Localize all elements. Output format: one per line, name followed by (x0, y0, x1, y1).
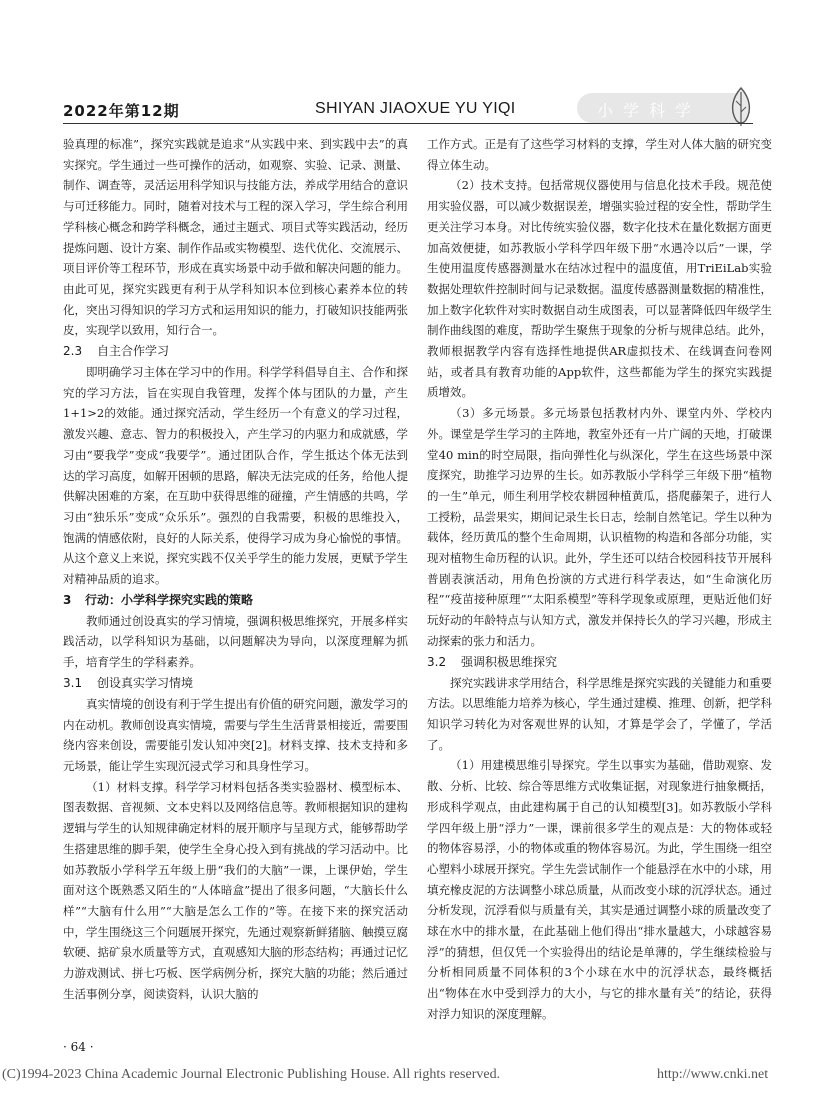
heading-3-2 (427, 652, 772, 673)
footer-url: http://www.cnki.net (657, 1067, 769, 1082)
page-number: · 64 · (63, 1040, 94, 1054)
heading-3 (63, 590, 408, 611)
heading-number: 3 (63, 592, 72, 607)
footer-copyright: (C)1994-2023 China Academic Journal Electronic Publishing House. All rights reserved. (2, 1067, 501, 1082)
paragraph: （3）多元场景。多元场景包括教材内外、课堂内外、学校内外。课堂是学生学习的主阵地，教室外还有一片广阔的天地，打破课堂40 min的时空局限，指向弹性化与纵深化，学生在这些场景中深度探究，助推学习边界的生长。如苏教版小学科学三年级下册“植物的一生”单元，师生利用学校农耕园种植黄瓜，搭爬藤架子，进行人工授粉，品尝果实，期间记录生长日志，绘制自然笔记。学生以种为载体，经历黄瓜的整个生命周期，认识植物的构造和各部分功能，实现对植物生命历程的认识。此外，学生还可以结合校园科技节开展科普剧表演活动，用角色扮演的方式进行科学表达，如“生命演化历程”“疫苗接种原理”“太阳系模型”等科学现象或原理，更贴近他们好玩好动的年龄特点与认知方式，激发并保持长久的学习兴趣，形成主动探索的张力和活力。 (427, 406, 772, 648)
paragraph: 真实情境的创设有利于学生提出有价值的研究问题，激发学习的内在动机。教师创设真实情境，需要与学生生活背景相接近，需要围绕内容来创设，需要能引发认知冲突[2]。材料支撑、技术支持和多元场景，能让学生实现沉浸式学习和具身性学习。 (63, 696, 408, 773)
paragraph: 验真理的标准”，探究实践就是追求“从实践中来、到实践中去”的真实探究。学生通过一些可操作的活动，如观察、实验、记录、测量、制作、调查等，灵活运用科学知识与技能方法，养成学用结合的意识与可迁移能力。同时，随着对技术与工程的深入学习，学生综合利用学科核心概念和跨学科概念，通过主题式、项目式等实践活动，经历提炼问题、设计方案、制作作品或实物模型、迭代优化、交流展示、项目评价等工程环节，形成在真实场景中动手做和解决问题的能力。由此可见，探究实践更有利于从学科知识本位到核心素养本位的转化，突出习得知识的学习方式和运用知识的能力，打破知识技能两张皮，实现学以致用，知行合一。 (63, 137, 408, 338)
heading-text: 行动：小学科学探究实践的策略 (85, 592, 254, 607)
left-column (63, 134, 408, 1004)
heading-text: 自主合作学习 (97, 344, 170, 359)
right-column (427, 134, 772, 1025)
header-rule (63, 123, 753, 124)
heading-text: 强调积极思维探究 (461, 654, 558, 669)
heading-2-3 (63, 341, 408, 362)
heading-number: 3.1 (63, 675, 83, 690)
paragraph: 探究实践讲求学用结合，科学思维是探究实践的关键能力和重要方法。以思维能力培养为核心，学生通过建模、推理、创新，把学科知识学习转化为对客观世界的认知，才算是学会了，学懂了，学活了。 (427, 675, 772, 752)
paragraph: 工作方式。正是有了这些学习材料的支撑，学生对人体大脑的研究变得立体生动。 (427, 137, 772, 172)
header-journal-title: SHIYAN JIAOXUE YU YIQI (315, 100, 516, 117)
footer (0, 1067, 816, 1089)
paragraph: 教师通过创设真实的学习情境，强调积极思维探究，开展多样实践活动，以学科知识为基础，以问题解决为导向，以深度理解为抓手，培育学生的学科素养。 (63, 613, 408, 670)
heading-3-1 (63, 673, 408, 694)
paragraph: （1）用建模思维引导探究。学生以事实为基础，借助观察、发散、分析、比较、综合等思维方式收集证据，对现象进行抽象概括，形成科学观点，由此建构属于自己的认知模型[3]。如苏教版小学科学四年级上册“浮力”一课，课前很多学生的观点是：大的物体或轻的物体容易浮，小的物体或重的物体容易沉。为此，学生围绕一组空心塑料小球展开探究。学生先尝试制作一个能悬浮在水中的小球，用填充橡皮泥的方法调整小球总质量，从而改变小球的沉浮状态。通过分析发现，沉浮看似与质量有关，其实是通过调整小球的质量改变了球在水中的排水量，在此基础上他们得出“排水量越大，小球越容易浮”的猜想，但仅凭一个实验得出的结论是单薄的，学生继续检验与分析相同质量不同体积的3个小球在水中的沉浮状态，最终概括出“物体在水中受到浮力的大小，与它的排水量有关”的结论，获得对浮力知识的深度理解。 (427, 758, 772, 1021)
header-section-label: 小学科学 (597, 101, 702, 120)
paragraph: （2）技术支持。包括常规仪器使用与信息化技术手段。规范使用实验仪器，可以减少数据误差，增强实验过程的安全性，帮助学生更关注学习本身。对比传统实验仪器，数字化技术在量化数据方面更加高效便捷，如苏教版小学科学四年级下册“水遇冷以后”一课，学生使用温度传感器测量水在结冰过程中的温度值，用TriEiLab实验数据处理软件控制时间与记录数据。温度传感器测量数据的精准性，加上数字化软件对实时数据自动生成图表，可以显著降低四年级学生制作曲线图的难度，帮助学生聚焦于现象的分析与规律总结。此外，教师根据教学内容有选择性地提供AR虚拟技术、在线调查问卷网站，或者具有教育功能的App软件，这些都能为学生的探究实践提质增效。 (427, 178, 772, 400)
header-issue: 2022年第12期 (63, 102, 180, 120)
heading-number: 2.3 (63, 344, 83, 359)
heading-text: 创设真实学习情境 (97, 675, 194, 690)
heading-number: 3.2 (427, 654, 447, 669)
paragraph: 即明确学习主体在学习中的作用。科学学科倡导自主、合作和探究的学习方法，旨在实现自我管理，发挥个体与团队的力量，产生1+1>2的效能。通过探究活动，学生经历一个有意义的学习过程，激发兴趣、意志、智力的积极投入，产生学习的内驱力和成就感，学习由“要我学”变成“我要学”。通过团队合作，学生抵达个体无法到达的学习高度，如解开困顿的思路，解决无法完成的任务，给他人提供解决困难的方案，在互助中获得思维的碰撞，产生情感的共鸣，学习由“独乐乐”变成“众乐乐”。强烈的自我需要，积极的思维投入，饱满的情感依附，良好的人际关系，使得学习成为身心愉悦的事情。从这个意义上来说，探究实践不仅关乎学生的能力发展，更赋予学生对精神品质的追求。 (63, 365, 408, 587)
paragraph: （1）材料支撑。科学学习材料包括各类实验器材、模型标本、图表数据、音视频、文本史料以及网络信息等。教师根据知识的建构逻辑与学生的认知规律确定材料的展开顺序与呈现方式，能够帮助学生搭建思维的脚手架，使学生全身心投入到有挑战的学习活动中。比如苏教版小学科学五年级上册“我们的大脑”一课，上课伊始，学生面对这个既熟悉又陌生的“人体暗盒”提出了很多问题，“大脑长什么样”“大脑有什么用”“大脑是怎么工作的”等。在接下来的探究活动中，学生围绕这三个问题展开探究，先通过观察新鲜猪脑、触摸豆腐软硬、掂矿泉水质量等方式，直观感知大脑的形态结构；再通过记忆力游戏测试、拼七巧板、医学病例分析，探究大脑的功能；然后通过生活事例分享，阅读资料，认识大脑的 (63, 779, 408, 1001)
header-section-badge (577, 93, 745, 123)
